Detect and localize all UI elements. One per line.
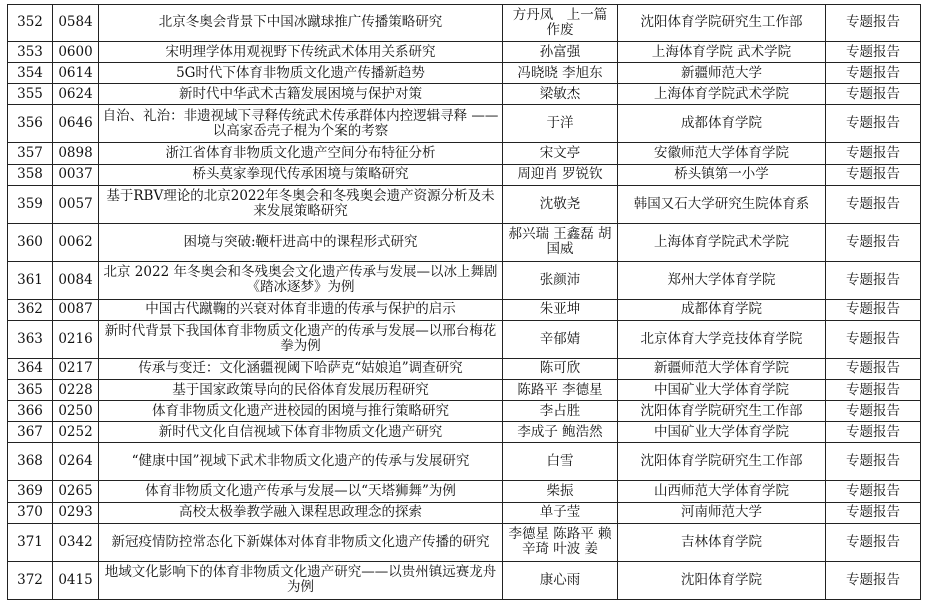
report-type-cell: 专题报告 [826, 41, 921, 62]
paper-title-cell: “健康中国”视域下武术非物质文化遗产的传承与发展研究 [99, 443, 503, 481]
paper-code-cell: 0898 [53, 143, 99, 164]
paper-code-cell: 0216 [53, 320, 99, 358]
row-number-cell: 355 [8, 84, 53, 105]
author-cell: 单子莹 [503, 502, 618, 523]
institution-cell: 山西师范大学体育学院 [618, 481, 826, 502]
table-row [8, 358, 921, 379]
paper-code-cell: 0614 [53, 63, 99, 84]
report-type-cell: 专题报告 [826, 105, 921, 143]
table-row [8, 164, 921, 185]
table-row [8, 320, 921, 358]
table-row [8, 84, 921, 105]
paper-code-cell: 0415 [53, 561, 99, 599]
row-number-cell: 371 [8, 523, 53, 561]
institution-cell: 上海体育学院武术学院 [618, 84, 826, 105]
row-number-cell: 367 [8, 422, 53, 443]
paper-title-cell: 中国古代蹴鞠的兴衰对体育非遗的传承与保护的启示 [99, 299, 503, 320]
author-cell: 朱亚坤 [503, 299, 618, 320]
paper-title-cell: 体育非物质文化遗产传承与发展—以“天塔狮舞”为例 [99, 481, 503, 502]
paper-title-cell: 地域文化影响下的体育非物质文化遗产研究——以贵州镇远赛龙舟为例 [99, 561, 503, 599]
row-number-cell: 361 [8, 261, 53, 299]
table-row [8, 5, 921, 42]
report-type-cell: 专题报告 [826, 5, 921, 42]
row-number-cell: 366 [8, 401, 53, 422]
table-row [8, 143, 921, 164]
institution-cell: 桥头镇第一小学 [618, 164, 826, 185]
row-number-cell: 370 [8, 502, 53, 523]
paper-title-cell: 传承与变迁：文化涵疆视阈下哈萨克“姑娘追”调查研究 [99, 358, 503, 379]
institution-cell: 沈阳体育学院 [618, 561, 826, 599]
author-cell: 陈可欣 [503, 358, 618, 379]
report-type-cell: 专题报告 [826, 223, 921, 261]
institution-cell: 吉林体育学院 [618, 523, 826, 561]
paper-code-cell: 0624 [53, 84, 99, 105]
report-type-cell: 专题报告 [826, 502, 921, 523]
institution-cell: 沈阳体育学院研究生工作部 [618, 5, 826, 42]
table-row [8, 185, 921, 223]
paper-title-cell: 宋明理学体用观视野下传统武术体用关系研究 [99, 41, 503, 62]
row-number-cell: 362 [8, 299, 53, 320]
report-type-cell: 专题报告 [826, 443, 921, 481]
paper-code-cell: 0084 [53, 261, 99, 299]
institution-cell: 新疆师范大学 [618, 63, 826, 84]
paper-code-cell: 0250 [53, 401, 99, 422]
paper-code-cell: 0293 [53, 502, 99, 523]
paper-code-cell: 0217 [53, 358, 99, 379]
institution-cell: 上海体育学院武术学院 [618, 223, 826, 261]
row-number-cell: 353 [8, 41, 53, 62]
author-cell: 孙富强 [503, 41, 618, 62]
table-row [8, 63, 921, 84]
author-cell: 康心雨 [503, 561, 618, 599]
institution-cell: 中国矿业大学体育学院 [618, 422, 826, 443]
author-cell: 白雪 [503, 443, 618, 481]
row-number-cell: 365 [8, 380, 53, 401]
row-number-cell: 359 [8, 185, 53, 223]
institution-cell: 安徽师范大学体育学院 [618, 143, 826, 164]
report-type-cell: 专题报告 [826, 401, 921, 422]
row-number-cell: 363 [8, 320, 53, 358]
institution-cell: 成都体育学院 [618, 105, 826, 143]
table-row [8, 223, 921, 261]
row-number-cell: 360 [8, 223, 53, 261]
report-type-cell: 专题报告 [826, 143, 921, 164]
table-body [8, 5, 921, 600]
report-type-cell: 专题报告 [826, 481, 921, 502]
author-cell: 于洋 [503, 105, 618, 143]
table-row [8, 502, 921, 523]
paper-title-cell: 新时代中华武术古籍发展困境与保护对策 [99, 84, 503, 105]
row-number-cell: 352 [8, 5, 53, 42]
row-number-cell: 356 [8, 105, 53, 143]
paper-title-cell: 浙江省体育非物质文化遗产空间分布特征分析 [99, 143, 503, 164]
institution-cell: 成都体育学院 [618, 299, 826, 320]
institution-cell: 中国矿业大学体育学院 [618, 380, 826, 401]
table-row [8, 41, 921, 62]
institution-cell: 韩国又石大学研究生院体育系 [618, 185, 826, 223]
report-type-cell: 专题报告 [826, 164, 921, 185]
paper-title-cell: 自治、礼治：非遗视域下寻释传统武术传承群体内控逻辑寻释 ——以高家岙壳子棍为个案的考察 [99, 105, 503, 143]
paper-list-table [7, 4, 921, 600]
row-number-cell: 354 [8, 63, 53, 84]
paper-title-cell: 北京冬奥会背景下中国冰蹴球推广传播策略研究 [99, 5, 503, 42]
paper-code-cell: 0264 [53, 443, 99, 481]
paper-title-cell: 新时代文化自信视域下体育非物质文化遗产研究 [99, 422, 503, 443]
paper-code-cell: 0646 [53, 105, 99, 143]
paper-code-cell: 0600 [53, 41, 99, 62]
author-cell: 郝兴瑞 王鑫磊 胡国威 [503, 223, 618, 261]
paper-title-cell: 5G时代下体育非物质文化遗产传播新趋势 [99, 63, 503, 84]
table-row [8, 401, 921, 422]
paper-title-cell: 体育非物质文化遗产进校园的困境与推行策略研究 [99, 401, 503, 422]
author-cell: 张颜沛 [503, 261, 618, 299]
row-number-cell: 372 [8, 561, 53, 599]
paper-title-cell: 新时代背景下我国体育非物质文化遗产的传承与发展—以邢台梅花拳为例 [99, 320, 503, 358]
institution-cell: 新疆师范大学体育学院 [618, 358, 826, 379]
author-cell: 梁敏杰 [503, 84, 618, 105]
paper-code-cell: 0037 [53, 164, 99, 185]
author-cell: 宋文亭 [503, 143, 618, 164]
author-cell: 辛郁婧 [503, 320, 618, 358]
author-cell: 李成子 鲍浩然 [503, 422, 618, 443]
report-type-cell: 专题报告 [826, 320, 921, 358]
author-cell: 周迎肖 罗锐钦 [503, 164, 618, 185]
author-cell: 李占胜 [503, 401, 618, 422]
author-cell: 李德星 陈路平 赖辛琦 叶波 姜 [503, 523, 618, 561]
paper-code-cell: 0252 [53, 422, 99, 443]
report-type-cell: 专题报告 [826, 299, 921, 320]
institution-cell: 沈阳体育学院研究生工作部 [618, 401, 826, 422]
paper-code-cell: 0057 [53, 185, 99, 223]
report-type-cell: 专题报告 [826, 84, 921, 105]
author-cell: 方丹凤 上一篇作废 [503, 5, 618, 42]
author-cell: 陈路平 李德星 [503, 380, 618, 401]
row-number-cell: 358 [8, 164, 53, 185]
author-cell: 柴振 [503, 481, 618, 502]
report-type-cell: 专题报告 [826, 63, 921, 84]
table-row [8, 380, 921, 401]
institution-cell: 郑州大学体育学院 [618, 261, 826, 299]
paper-code-cell: 0062 [53, 223, 99, 261]
table-row [8, 523, 921, 561]
paper-title-cell: 新冠疫情防控常态化下新媒体对体育非物质文化遗产传播的研究 [99, 523, 503, 561]
report-type-cell: 专题报告 [826, 523, 921, 561]
report-type-cell: 专题报告 [826, 561, 921, 599]
paper-code-cell: 0584 [53, 5, 99, 42]
table-row [8, 261, 921, 299]
paper-title-cell: 困境与突破:鞭杆进高中的课程形式研究 [99, 223, 503, 261]
table-row [8, 561, 921, 599]
paper-code-cell: 0087 [53, 299, 99, 320]
row-number-cell: 364 [8, 358, 53, 379]
paper-title-cell: 基于国家政策导向的民俗体育发展历程研究 [99, 380, 503, 401]
table-row [8, 422, 921, 443]
institution-cell: 河南师范大学 [618, 502, 826, 523]
report-type-cell: 专题报告 [826, 185, 921, 223]
report-type-cell: 专题报告 [826, 380, 921, 401]
paper-title-cell: 高校太极拳教学融入课程思政理念的探索 [99, 502, 503, 523]
paper-code-cell: 0265 [53, 481, 99, 502]
paper-code-cell: 0228 [53, 380, 99, 401]
author-cell: 冯晓晓 李旭东 [503, 63, 618, 84]
institution-cell: 沈阳体育学院研究生工作部 [618, 443, 826, 481]
institution-cell: 北京体育大学竞技体育学院 [618, 320, 826, 358]
paper-title-cell: 基于RBV理论的北京2022年冬奥会和冬残奥会遗产资源分析及未来发展策略研究 [99, 185, 503, 223]
report-type-cell: 专题报告 [826, 358, 921, 379]
row-number-cell: 369 [8, 481, 53, 502]
table-row [8, 105, 921, 143]
author-cell: 沈敬尧 [503, 185, 618, 223]
table-row [8, 299, 921, 320]
paper-title-cell: 桥头莫家拳现代传承困境与策略研究 [99, 164, 503, 185]
report-type-cell: 专题报告 [826, 261, 921, 299]
table-row [8, 443, 921, 481]
report-type-cell: 专题报告 [826, 422, 921, 443]
row-number-cell: 357 [8, 143, 53, 164]
row-number-cell: 368 [8, 443, 53, 481]
paper-title-cell: 北京 2022 年冬奥会和冬残奥会文化遗产传承与发展—以冰上舞剧《踏冰逐梦》为例 [99, 261, 503, 299]
table-row [8, 481, 921, 502]
institution-cell: 上海体育学院 武术学院 [618, 41, 826, 62]
paper-code-cell: 0342 [53, 523, 99, 561]
